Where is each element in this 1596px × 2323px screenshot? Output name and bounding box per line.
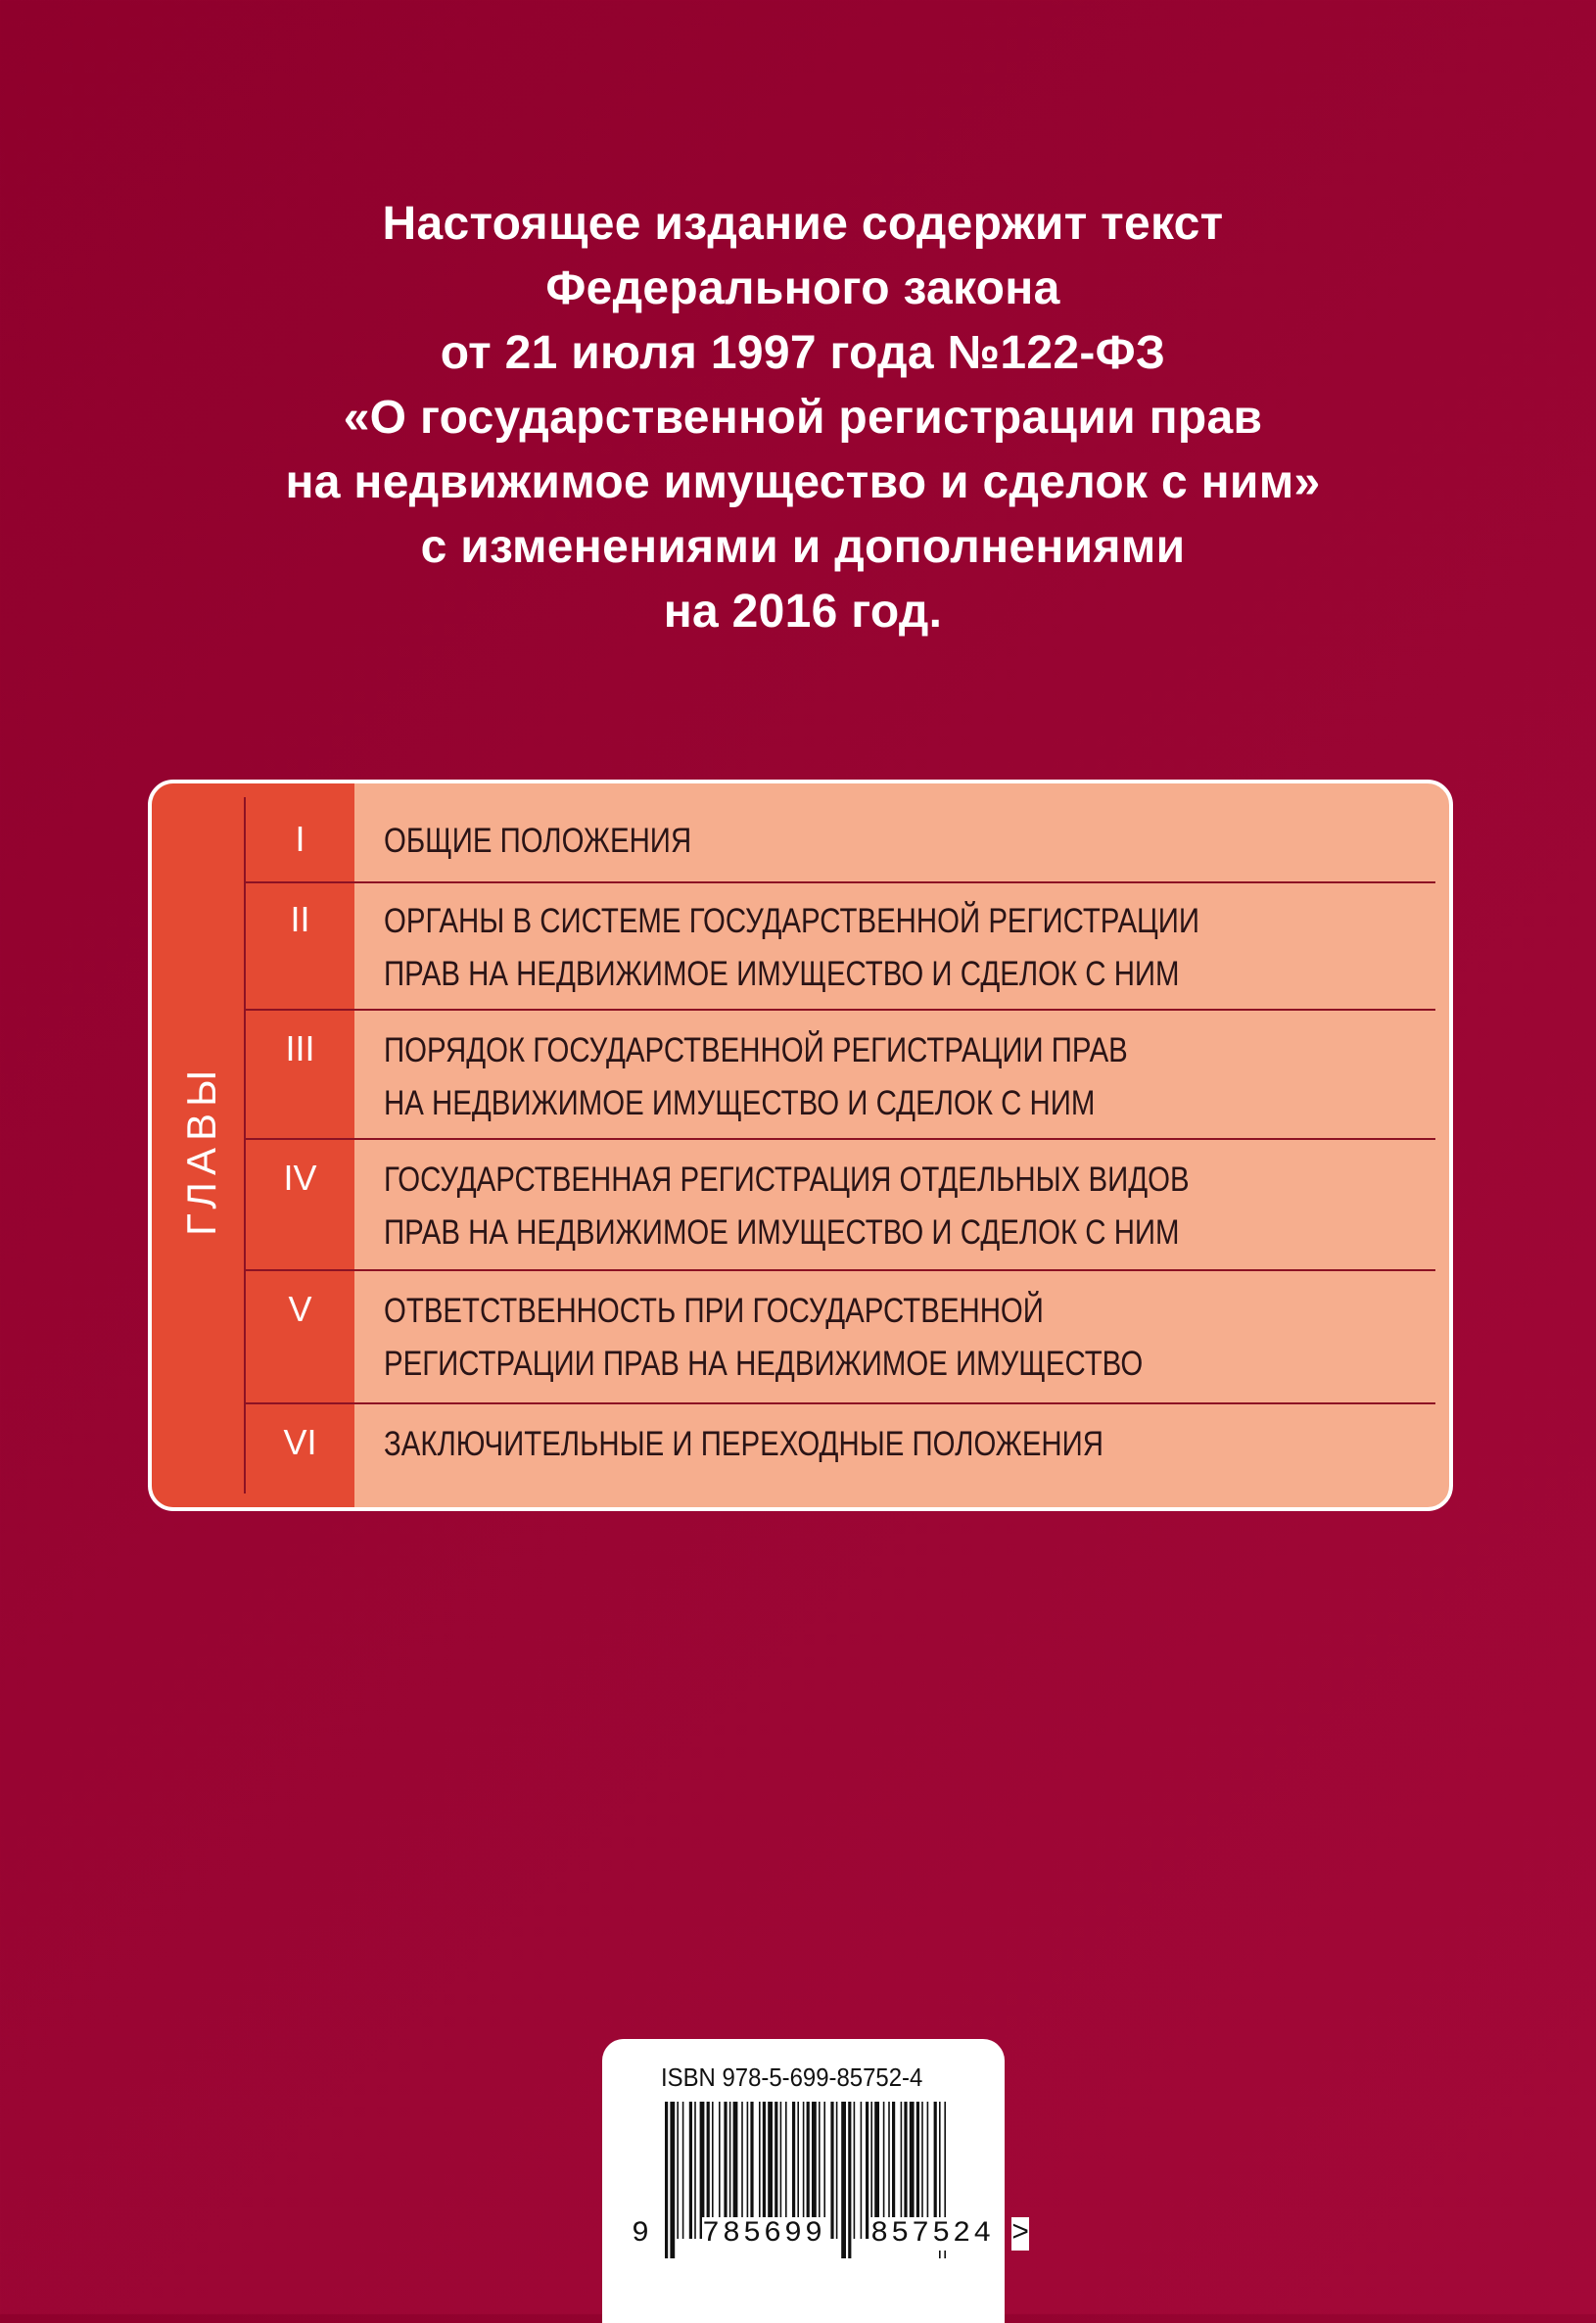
intro-line: на недвижимое имущество и сделок с ним»	[285, 456, 1321, 508]
chapter-number: I	[295, 819, 305, 859]
isbn-barcode-box	[602, 2039, 1030, 2323]
chapter-title-line: НА НЕДВИЖИМОЕ ИМУЩЕСТВО И СДЕЛОК С НИМ	[384, 1084, 1096, 1122]
chapter-number: V	[288, 1289, 312, 1329]
chapter-title-line: ПРАВ НА НЕДВИЖИМОЕ ИМУЩЕСТВО И СДЕЛОК С НИМ	[384, 955, 1180, 993]
chapter-title	[384, 1285, 1267, 1391]
intro-line: «О государственной регистрации прав	[343, 392, 1263, 444]
chapter-title-line: ОРГАНЫ В СИСТЕМЕ ГОСУДАРСТВЕННОЙ РЕГИСТРАЦИИ	[384, 902, 1200, 940]
barcode-digit-end: >	[1011, 2217, 1030, 2251]
chapter-number: II	[290, 899, 310, 939]
chapter-row	[246, 1271, 1435, 1404]
chapter-title-line: ЗАКЛЮЧИТЕЛЬНЫЕ И ПЕРЕХОДНЫЕ ПОЛОЖЕНИЯ	[384, 1425, 1104, 1463]
chapter-row	[246, 1011, 1435, 1140]
chapter-title-line: ПОРЯДОК ГОСУДАРСТВЕННОЙ РЕГИСТРАЦИИ ПРАВ	[384, 1031, 1128, 1069]
chapter-title-line: ГОСУДАРСТВЕННАЯ РЕГИСТРАЦИЯ ОТДЕЛЬНЫХ ВИДОВ	[384, 1161, 1190, 1199]
barcode-digit-first: 9	[632, 2217, 650, 2251]
barcode-digits-right: 857524	[870, 2217, 995, 2251]
chapter-title	[384, 1024, 1267, 1130]
chapter-title	[384, 1154, 1267, 1259]
chapter-row	[246, 1404, 1435, 1493]
intro-line: Федерального закона	[545, 262, 1060, 314]
chapter-title	[384, 895, 1267, 1001]
chapter-number: IV	[283, 1158, 317, 1198]
chapter-number: III	[285, 1028, 315, 1068]
chapter-title	[384, 815, 1267, 868]
chapter-title-line: ОТВЕТСТВЕННОСТЬ ПРИ ГОСУДАРСТВЕННОЙ	[384, 1292, 1044, 1330]
chapter-number: VI	[283, 1422, 317, 1462]
chapter-row	[246, 883, 1435, 1011]
chapter-title	[384, 1418, 1267, 1471]
chapter-title-line: РЕГИСТРАЦИИ ПРАВ НА НЕДВИЖИМОЕ ИМУЩЕСТВО	[384, 1345, 1144, 1383]
intro-line: от 21 июля 1997 года №122-ФЗ	[440, 327, 1166, 379]
chapter-title-line: ОБЩИЕ ПОЛОЖЕНИЯ	[384, 822, 692, 860]
barcode-digits	[632, 2217, 1029, 2251]
chapters-side-label: ГЛАВЫ	[178, 1063, 224, 1236]
intro-line: с изменениями и дополнениями	[420, 521, 1186, 573]
chapter-row	[246, 797, 1435, 883]
chapter-row	[246, 1140, 1435, 1271]
contents-panel	[148, 780, 1453, 1511]
isbn-number: ISBN 978-5-699-85752-4	[661, 2062, 923, 2092]
chapter-title-line: ПРАВ НА НЕДВИЖИМОЕ ИМУЩЕСТВО И СДЕЛОК С НИМ	[384, 1213, 1180, 1252]
barcode-digits-left: 785699	[702, 2217, 826, 2251]
intro-line: Настоящее издание содержит текст	[382, 198, 1224, 250]
intro-line: на 2016 год.	[663, 586, 943, 638]
intro-text	[0, 192, 1596, 644]
